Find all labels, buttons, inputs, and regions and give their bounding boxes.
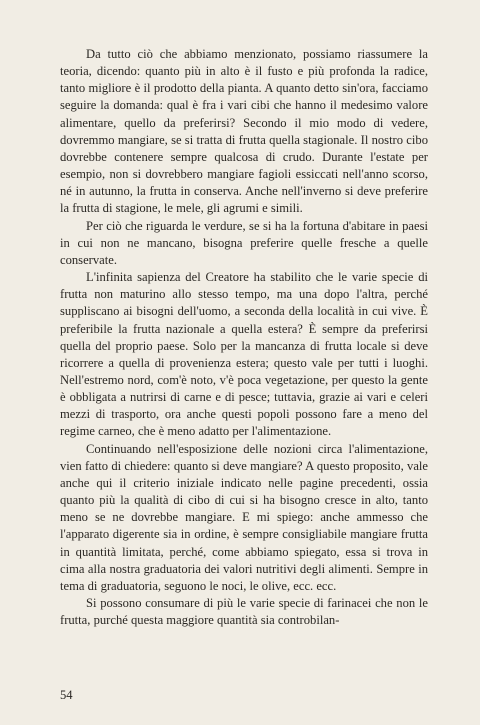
paragraph-5: Si possono consumare di più le varie specie di farinacei che non le frutta, purché questa maggiore quantità sia controbilan- — [60, 596, 428, 628]
body-text — [60, 46, 428, 629]
paragraph-1: Da tutto ciò che abbiamo menzionato, possiamo riassumere la teoria, dicendo: quanto più in alto è il fusto e più profonda la radice, tanto migliore è il prodotto della pianta. A quanto detto sin'ora, facciamo seguire la domanda: qual è fra i vari cibi che hanno il medesimo valore alimentare, quello da preferirsi? Secondo il mio modo di vedere, dovremmo mangiare, se si tratta di frutta quella stagionale. Il nostro cibo dovrebbe contenere sempre qualcosa di crudo. Durante l'estate per esempio, non si dovrebbero mangiare fagioli essiccati nell'anno scorso, né in autunno, la frutta in conserva. Anche nell'inverno si deve preferire la frutta di stagione, le mele, gli agrumi e simili. — [60, 47, 428, 216]
paragraph-4: Continuando nell'esposizione delle nozioni circa l'alimentazione, vien fatto di chiedere: quanto si deve mangiare? A questo proposito, vale anche qui il criterio iniziale indicato nelle pagine precedenti, ossia quanto più la qualità di cibo di cui si ha bisogno cresce in alto, tanto meno se ne dovrebbe mangiare. E mi spiego: anche ammesso che l'apparato digerente sia in ordine, è sempre consigliabile mangiare frutta in quantità limitata, perché, come abbiamo spiegato, essa si trova in cima alla nostra graduatoria dei valori nutritivi degli alimenti. Sempre in tema di graduatoria, seguono le noci, le olive, ecc. ecc. — [60, 441, 428, 593]
page-number: 54 — [60, 688, 73, 702]
paragraph-2: Per ciò che riguarda le verdure, se si ha la fortuna d'abitare in paesi in cui non ne mancano, bisogna preferire quelle fresche a quelle conservate. — [60, 218, 428, 267]
paragraph-3: L'infinita sapienza del Creatore ha stabilito che le varie specie di frutta non maturino allo stesso tempo, ma una dopo l'altra, perché suppliscano ai bisogni dell'uomo, a seconda della località in cui vive. È preferibile la frutta nazionale a quella estera? È sempre da preferirsi quella del proprio paese. Solo per la mancanza di frutta locale si deve ricorrere a quella di provenienza estera; questo vale per tutti i luoghi. Nell'estremo nord, com'è noto, v'è poca vegetazione, per questo la gente è obbligata a nutrirsi di carne e di pesce; tuttavia, grazie ai vari e celeri mezzi di trasporto, ora anche questi popoli possono fare a meno del regime carneo, che è meno adatto per l'alimentazione. — [60, 270, 428, 439]
